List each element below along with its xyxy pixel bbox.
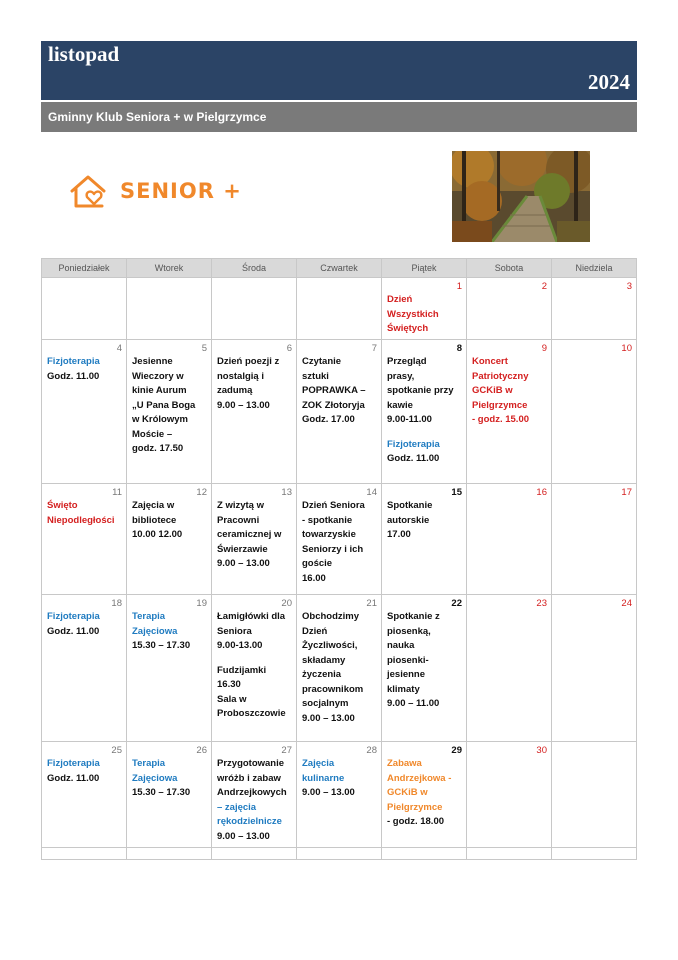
- event-line: Sala w: [217, 693, 247, 705]
- event-line: Zajęcia w: [132, 500, 175, 511]
- weekday-header: Wtorek: [127, 259, 212, 278]
- day-cell-14: [297, 484, 382, 595]
- day-number: 20: [281, 598, 292, 609]
- event-line: Niepodległości: [47, 514, 115, 526]
- day-cell-18: [42, 595, 127, 742]
- day-cell-30: [467, 742, 552, 848]
- event-line: Przegląd: [387, 356, 427, 367]
- event-line: 9.00-11.00: [387, 414, 432, 425]
- senior-plus-logo: [68, 166, 272, 216]
- event-line: Obchodzimy: [302, 611, 360, 622]
- day-number: 8: [456, 343, 462, 354]
- event-line: Świętych: [387, 323, 429, 334]
- day-number: 10: [621, 343, 632, 354]
- empty-day-cell: [467, 848, 552, 860]
- event-line: Pracowni: [217, 514, 260, 526]
- day-number: 1: [456, 281, 462, 292]
- event-line: 9.00 – 13.00: [302, 712, 355, 724]
- event-line: Koncert: [472, 356, 508, 367]
- day-number: 22: [451, 598, 462, 609]
- event-line: pracownikom: [302, 683, 364, 695]
- day-number: 30: [536, 745, 547, 756]
- event-line: Zajęcia: [302, 758, 335, 769]
- event-line: 15.30 – 17.30: [132, 787, 191, 798]
- event-line: Godz. 11.00: [47, 625, 100, 637]
- event-line: nostalgią i: [217, 370, 264, 382]
- event-line: Pielgrzymce: [387, 801, 443, 813]
- event-line: 10.00 12.00: [132, 529, 183, 540]
- autumn-forest-photo: [452, 151, 590, 242]
- day-cell-24: [552, 595, 637, 742]
- event-line: Godz. 11.00: [47, 772, 100, 784]
- event-line: „U Pana Boga: [132, 399, 196, 411]
- event-line: Fizjoterapia: [47, 611, 100, 622]
- empty-day-cell: [552, 742, 637, 848]
- day-cell-23: [467, 595, 552, 742]
- event-line: piosenki-: [387, 654, 429, 666]
- event-line: kulinarne: [302, 772, 345, 784]
- event-line: Seniorzy i ich: [302, 543, 364, 555]
- day-cell-26: [127, 742, 212, 848]
- event-line: 9.00-13.00: [217, 640, 263, 651]
- house-heart-icon: [68, 173, 114, 209]
- day-cell-17: [552, 484, 637, 595]
- day-number: 24: [621, 598, 632, 609]
- empty-day-cell: [382, 848, 467, 860]
- day-cell-9: [467, 340, 552, 484]
- empty-day-cell: [212, 848, 297, 860]
- event-line: Zajęciowa: [132, 625, 178, 637]
- day-number: 16: [536, 487, 547, 498]
- event-line: Fizjoterapia: [387, 438, 440, 450]
- event-line: Świerzawie: [217, 543, 268, 555]
- day-number: 25: [111, 745, 122, 756]
- event-line: kawie: [387, 399, 413, 411]
- day-cell-13: [212, 484, 297, 595]
- empty-day-cell: [297, 278, 382, 340]
- event-line: Fudzijamki: [217, 664, 267, 676]
- event-line: Dzień: [387, 294, 413, 305]
- day-number: 17: [621, 487, 632, 498]
- event-line: Wieczory w: [132, 370, 184, 382]
- event-line: nauka: [387, 640, 415, 651]
- event-line: Pielgrzymce: [472, 399, 528, 411]
- day-number: 11: [112, 487, 122, 498]
- day-cell-15: [382, 484, 467, 595]
- event-line: Z wizytą w: [217, 500, 264, 511]
- day-number: 29: [451, 745, 462, 756]
- day-number: 6: [286, 343, 292, 354]
- event-line: życzenia: [302, 669, 342, 680]
- event-line: godz. 17.50: [132, 443, 184, 454]
- empty-day-cell: [42, 278, 127, 340]
- day-number: 4: [116, 343, 122, 354]
- event-line: Dzień poezji z: [217, 356, 280, 367]
- event-line: Seniora: [217, 625, 252, 637]
- event-line: 9.00 – 13.00: [302, 787, 355, 798]
- event-line: Dzień: [302, 625, 328, 637]
- event-line: 9.00 – 13.00: [217, 830, 270, 842]
- empty-day-cell: [212, 278, 297, 340]
- day-number: 12: [196, 487, 207, 498]
- event-line: 17.00: [387, 529, 411, 540]
- day-cell-20: [212, 595, 297, 742]
- event-line: Życzliwości,: [302, 640, 358, 651]
- event-line: goście: [302, 558, 333, 569]
- weekday-header: Czwartek: [297, 259, 382, 278]
- day-number: 26: [196, 745, 207, 756]
- day-number: 23: [536, 598, 547, 609]
- day-number: 18: [111, 598, 122, 609]
- event-line: Święto: [47, 500, 78, 511]
- calendar-grid: [41, 258, 637, 860]
- month-title: listopad: [48, 42, 120, 66]
- day-cell-28: [297, 742, 382, 848]
- event-line: Czytanie: [302, 356, 342, 367]
- day-cell-2: [467, 278, 552, 340]
- event-line: Godz. 11.00: [387, 453, 440, 464]
- empty-day-cell: [552, 848, 637, 860]
- event-line: 15.30 – 17.30: [132, 640, 191, 651]
- empty-day-cell: [297, 848, 382, 860]
- event-line: sztuki: [302, 370, 329, 382]
- day-number: 9: [541, 343, 547, 354]
- event-line: Terapia: [132, 758, 166, 769]
- event-line: Zabawa: [387, 758, 422, 769]
- day-cell-12: [127, 484, 212, 595]
- day-cell-10: [552, 340, 637, 484]
- event-line: - godz. 18.00: [387, 816, 445, 827]
- day-cell-29: [382, 742, 467, 848]
- event-line: klimaty: [387, 683, 420, 695]
- event-line: prasy,: [387, 370, 415, 382]
- event-line: bibliotece: [132, 514, 177, 526]
- event-line: autorskie: [387, 514, 430, 526]
- day-number: 7: [371, 343, 377, 354]
- event-line: GCKiB w: [387, 787, 428, 798]
- header-band: [41, 41, 637, 100]
- event-line: 9.00 – 13.00: [217, 558, 270, 569]
- event-line: kinie Aurum: [132, 385, 187, 396]
- day-cell-19: [127, 595, 212, 742]
- event-line: składamy: [302, 654, 346, 666]
- event-line: towarzyskie: [302, 529, 356, 540]
- event-line: Łamigłówki dla: [217, 611, 286, 622]
- event-line: zadumą: [217, 385, 253, 396]
- event-line: Moście –: [132, 428, 173, 440]
- event-line: GCKiB w: [472, 385, 513, 396]
- empty-day-cell: [42, 848, 127, 860]
- day-number: 21: [366, 598, 377, 609]
- day-number: 2: [541, 281, 547, 292]
- empty-day-cell: [127, 848, 212, 860]
- event-line: Zajęciowa: [132, 772, 178, 784]
- day-number: 19: [196, 598, 207, 609]
- day-cell-25: [42, 742, 127, 848]
- event-line: 16.00: [302, 572, 326, 584]
- day-cell-21: [297, 595, 382, 742]
- event-line: Andrzejkowa -: [387, 772, 452, 784]
- event-line: w Królowym: [132, 414, 188, 425]
- event-line: Patriotyczny: [472, 370, 529, 382]
- day-number: 13: [281, 487, 292, 498]
- event-line: spotkanie przy: [387, 385, 454, 396]
- day-cell-3: [552, 278, 637, 340]
- logo-text: SENIOR +: [120, 179, 242, 203]
- event-line: Przygotowanie: [217, 758, 285, 769]
- day-cell-4: [42, 340, 127, 484]
- day-cell-5: [127, 340, 212, 484]
- day-number: 28: [366, 745, 377, 756]
- day-cell-1: [382, 278, 467, 340]
- event-line: ZOK Złotoryja: [302, 399, 365, 411]
- weekday-header: Poniedziałek: [42, 259, 127, 278]
- weekday-header: Środa: [212, 259, 297, 278]
- day-cell-27: [212, 742, 297, 848]
- event-line: ceramicznej w: [217, 529, 282, 540]
- weekday-header: Piątek: [382, 259, 467, 278]
- day-cell-22: [382, 595, 467, 742]
- day-number: 5: [201, 343, 207, 354]
- event-line: - spotkanie: [302, 514, 353, 526]
- event-line: Terapia: [132, 611, 166, 622]
- empty-day-cell: [127, 278, 212, 340]
- event-line: Fizjoterapia: [47, 356, 100, 367]
- event-line: Godz. 11.00: [47, 370, 100, 382]
- day-number: 27: [281, 745, 292, 756]
- year-title: 2024: [588, 70, 630, 94]
- event-line: Dzień Seniora: [302, 500, 365, 511]
- event-line: Spotkanie z: [387, 611, 440, 622]
- event-line: Jesienne: [132, 356, 173, 367]
- event-line: socjalnym: [302, 698, 349, 709]
- day-cell-11: [42, 484, 127, 595]
- weekday-header: Niedziela: [552, 259, 637, 278]
- event-line: Andrzejkowych: [217, 787, 287, 798]
- day-cell-6: [212, 340, 297, 484]
- event-line: 16.30: [217, 679, 241, 690]
- event-line: Spotkanie: [387, 500, 433, 511]
- event-line: piosenką,: [387, 625, 431, 637]
- event-line: - godz. 15.00: [472, 414, 530, 425]
- event-line: Proboszczowie: [217, 708, 286, 719]
- day-number: 15: [451, 487, 462, 498]
- weekday-header: Sobota: [467, 259, 552, 278]
- event-line: Fizjoterapia: [47, 758, 100, 769]
- event-line: jesienne: [387, 669, 426, 680]
- event-line: 9.00 – 13.00: [217, 399, 270, 411]
- event-line: 9.00 – 11.00: [387, 698, 440, 709]
- event-line: Godz. 17.00: [302, 414, 355, 425]
- event-line: Wszystkich: [387, 308, 439, 320]
- event-line: POPRAWKA –: [302, 385, 366, 396]
- day-cell-16: [467, 484, 552, 595]
- event-line: wróżb i zabaw: [217, 772, 281, 784]
- event-line: – zajęcia: [217, 801, 257, 813]
- day-cell-7: [297, 340, 382, 484]
- day-number: 3: [626, 281, 632, 292]
- event-line: rękodzielnicze: [217, 816, 282, 827]
- day-number: 14: [366, 487, 377, 498]
- club-name: Gminny Klub Seniora + w Pielgrzymce: [48, 110, 267, 124]
- day-cell-8: [382, 340, 467, 484]
